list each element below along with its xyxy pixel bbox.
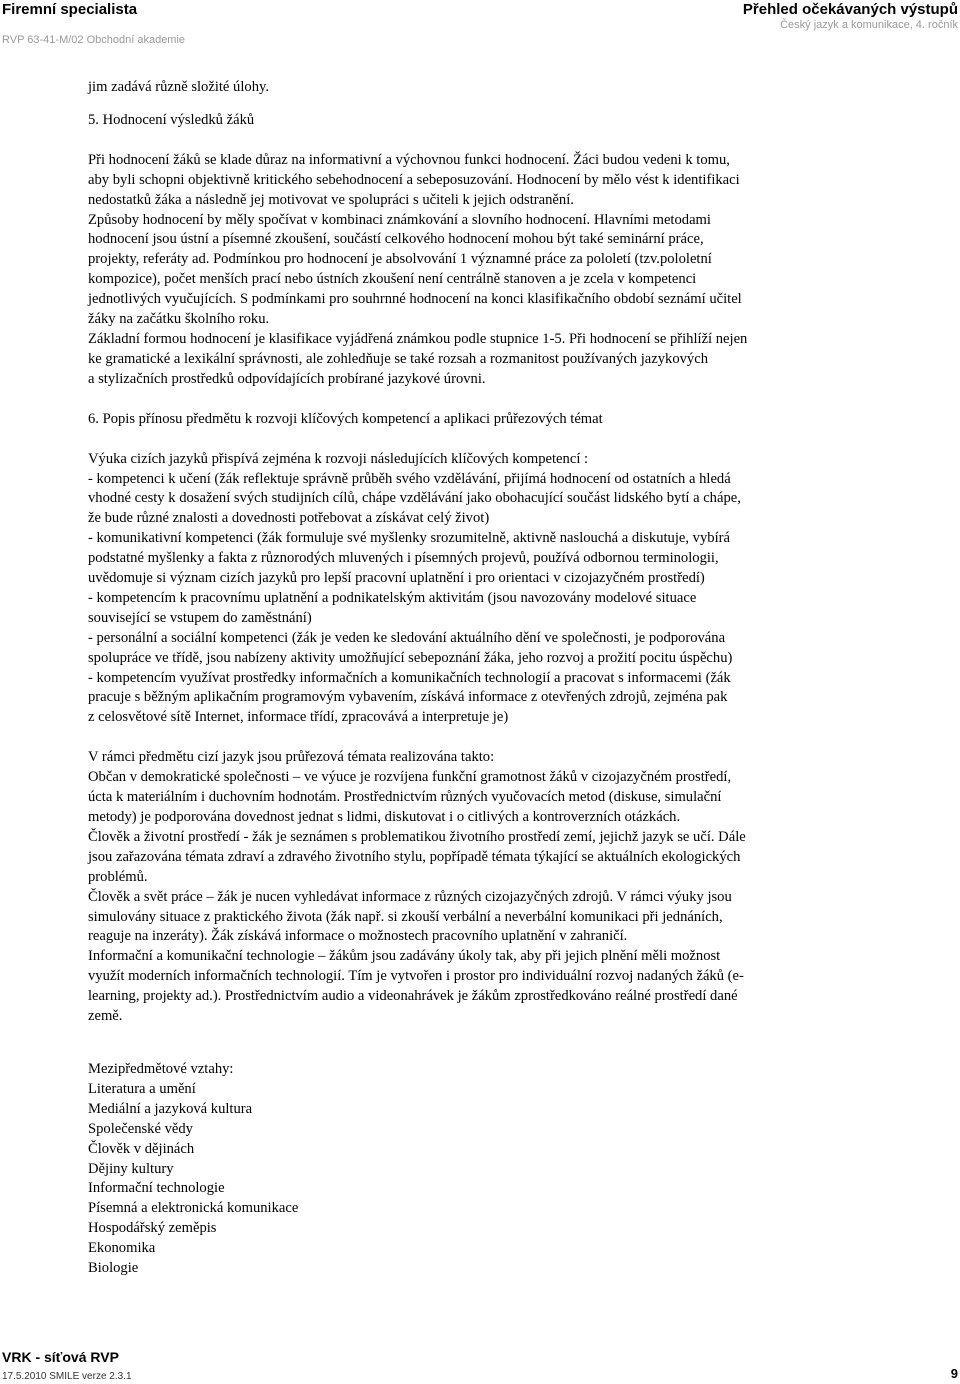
list-item: Písemná a elektronická komunikace [88,1200,299,1217]
header-app-title: Firemní specialista [2,1,138,18]
list-item: Hospodářský zeměpis [88,1220,217,1237]
list-item: Informační technologie [88,1180,225,1197]
text-line: - kompetencím k pracovnímu uplatnění a podnikatelským aktivitám (jsou navozovány modelové situace [88,589,697,606]
header-program-subtitle: RVP 63-41-M/02 Obchodní akademie [2,34,186,46]
relations-heading: Mezipředmětové vztahy: [88,1060,234,1077]
text-line: - personální a sociální kompetenci (žák je veden ke sledování aktuálního dění ve společnosti, je podporována [88,629,726,646]
continued-text-line: jim zadává různě složité úlohy. [88,79,270,95]
text-line: aby byli schopni objektivně kritického sebehodnocení a sebeposuzování. Hodnocení by mělo vést k identifikaci [88,171,740,188]
text-line: Informační a komunikační technologie – žákům jsou zadávány úkoly tak, aby při jejich plnění měli možnost [88,948,721,965]
footer-version: 17.5.2010 SMILE verze 2.3.1 [2,1371,132,1382]
text-line: Výuka cizích jazyků přispívá zejména k rozvoji následujících klíčových kompetencí : [88,450,589,467]
list-item: Společenské vědy [88,1120,193,1137]
section-heading-assessment: 5. Hodnocení výsledků žáků [88,111,255,128]
text-line: Občan v demokratické společnosti – ve výuce je rozvíjena funkční gramotnost žáků v cizojazyčném prostředí, [88,769,732,786]
text-line: podstatné myšlenky a fakta z různorodých mluvených i písemných projevů, používá odbornou terminologii, [88,550,719,567]
list-item: Člověk v dějinách [88,1140,195,1157]
text-line: vhodné cesty k dosažení svých studijních cílů, chápe vzdělávání jako obohacující součást lidského bytí a chápe, [88,490,741,507]
text-line: - kompetencím využívat prostředky informačních a komunikačních technologií a pracovat s informacemi (žák [88,669,731,686]
text-line: learning, projekty ad.). Prostřednictvím audio a videonahrávek je žákům zprostředkováno reálné prostředí dané [88,988,738,1005]
text-line: využít moderních informačních technologií. Tím je vytvořen i prostor pro individuální rozvoj nadaných žáků (e- [88,968,744,985]
text-line: V rámci předmětu cizí jazyk jsou průřezová témata realizována takto: [88,749,495,766]
text-line: že bude různé znalosti a dovednosti potřebovat a získávat celý život) [88,510,490,527]
text-line: z celosvětové sítě Internet, informace třídí, zpracovává a interpretuje je) [88,709,509,726]
text-line: hodnocení jsou ústní a písemné zkoušení, součástí celkového hodnocení mohou být také seminární práce, [88,231,704,248]
assessment-paragraph [88,151,878,390]
header-subject-subtitle: Český jazyk a komunikace, 4. ročník [780,19,958,31]
text-line: a stylizačních prostředků odpovídajících probírané jazykové úrovni. [88,370,486,387]
list-item: Mediální a jazyková kultura [88,1100,253,1117]
list-item: Literatura a umění [88,1080,196,1097]
list-item: Biologie [88,1260,139,1277]
text-line: uvědomuje si význam cizích jazyků pro lepší pracovní uplatnění i pro orientaci v cizojazyčném prostředí) [88,570,705,587]
text-line: úcta k materiálním i duchovním hodnotám. Prostřednictvím různých vyučovacích metod (diskuse, simulační [88,789,722,806]
text-line: metody) je podporována dovednost jednat s lidmi, diskutovat i o citlivých a kontroverzních otázkách. [88,809,681,825]
text-line: země. [88,1008,123,1025]
text-line: žáky na začátku školního roku. [88,311,270,328]
text-line: jednotlivých vyučujících. S podmínkami pro souhrnné hodnocení na konci klasifikačního období seznámí učitel [88,291,742,308]
text-line: projekty, referáty ad. Podmínkou pro hodnocení je absolvování 1 významné práce za pololetí (tzv.pololetní [88,251,712,268]
cross-curricular-themes-paragraph [88,748,878,1027]
list-item: Dějiny kultury [88,1160,174,1177]
text-line: Způsoby hodnocení by měly spočívat v kombinaci známkování a slovního hodnocení. Hlavními metodami [88,211,711,228]
document-body [88,78,878,1279]
text-line: Základní formou hodnocení je klasifikace vyjádřená známkou podle stupnice 1-5. Při hodnocení se přihlíží nejen [88,330,748,347]
text-line: - kompetenci k učení (žák reflektuje správně průběh svého vzdělávání, přijímá hodnocení od ostatních a hledá [88,470,731,487]
text-line: problémů. [88,868,148,885]
section-heading-competences: 6. Popis přínosu předmětu k rozvoji klíčových kompetencí a aplikaci průřezových témat [88,410,603,427]
competences-paragraph [88,450,878,729]
text-line: nedostatků žáka a následně jej motivovat ve spolupráci s učiteli k jejich odstranění. [88,191,574,208]
text-line: ke gramatické a lexikální správnosti, ale zohledňuje se také rozsah a rozmanitost používaných jazykových [88,350,709,367]
text-line: pracuje s běžným aplikačním programovým vybavením, získává informace z otevřených zdrojů, zejména pak [88,689,728,706]
header-document-title: Přehled očekávaných výstupů [742,1,958,18]
text-line: související se vstupem do zaměstnání) [88,609,312,626]
text-line: Člověk a svět práce – žák je nucen vyhledávat informace z různých cizojazyčných zdrojů. V rámci výuky jsou [88,888,732,905]
text-line: Při hodnocení žáků se klade důraz na informativní a výchovnou funkci hodnocení. Žáci budou vedeni k tomu, [88,151,730,168]
text-line: jsou zařazována témata zdraví a zdravého životního stylu, popřípadě témata týkající se aktuálních ekologických [88,848,741,865]
text-line: - komunikativní kompetenci (žák formuluje své myšlenky srozumitelně, aktivně naslouchá a diskutuje, vybírá [88,530,730,547]
text-line: spolupráce ve třídě, jsou nabízeny aktivity umožňující sebepoznání žáka, jeho rozvoj a prožití pocitu úspěchu) [88,649,733,666]
page-number: 9 [950,1366,958,1381]
relations-list [88,1080,878,1279]
text-line: Člověk a životní prostředí - žák je seznámen s problematikou životního prostředí zemí, jejichž jazyk se učí. Dále [88,828,746,845]
text-line: kompozice), počet menších prací nebo ústních zkoušení není centrálně stanoven a je zcela v kompetenci [88,271,697,288]
text-line: reaguje na inzeráty). Žák získává informace o možnostech pracovního uplatnění v zahraničí. [88,928,628,945]
text-line: simulovány situace z praktického života (žák např. si zkouší verbální a neverbální komunikaci při jednáních, [88,908,723,925]
list-item: Ekonomika [88,1240,156,1257]
footer-title: VRK - síťová RVP [2,1349,119,1365]
